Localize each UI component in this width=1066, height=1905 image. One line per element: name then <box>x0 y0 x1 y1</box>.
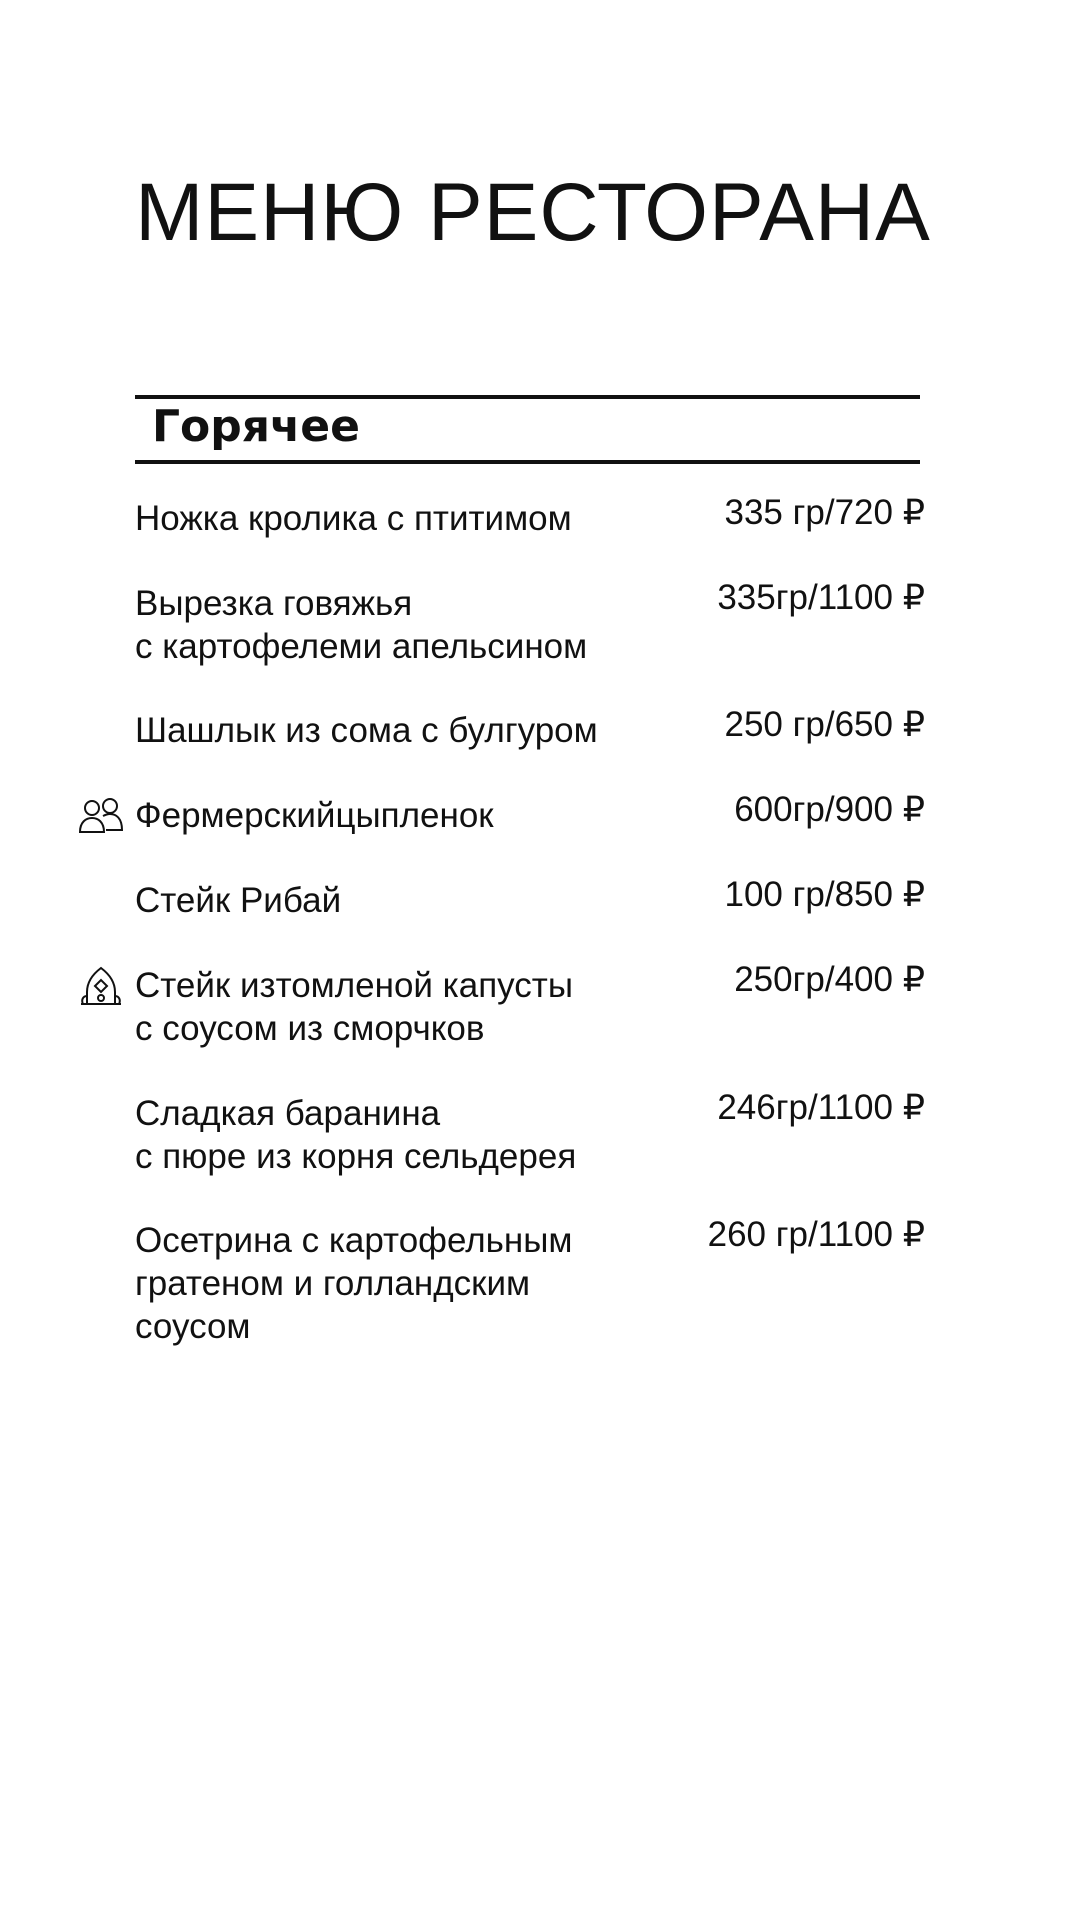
item-price: 335гр/1100 ₽ <box>717 578 925 617</box>
item-price-value: 850 <box>834 875 893 914</box>
section-divider-top <box>135 395 920 399</box>
item-price: 246гр/1100 ₽ <box>717 1088 925 1127</box>
item-weight: 335 гр <box>724 493 825 532</box>
item-name: Стейк Рибай <box>135 881 342 920</box>
item-currency: ₽ <box>902 875 925 914</box>
item-name: Фермерскийцыпленок <box>135 796 494 835</box>
page-title: МЕНЮ РЕСТОРАНА <box>135 167 931 258</box>
item-weight: 246гр <box>717 1088 808 1127</box>
item-weight: 600гр <box>734 790 825 829</box>
item-price-value: 400 <box>834 960 893 999</box>
item-price-value: 1100 <box>817 578 893 617</box>
item-weight: 250гр <box>734 960 825 999</box>
section-title: Горячее <box>152 401 360 452</box>
item-name: Осетрина с картофельным гратеном и голландским соусом <box>135 1221 573 1346</box>
item-price: 250 гр/650 ₽ <box>724 705 925 744</box>
item-name: Ножка кролика с птитимом <box>135 499 572 538</box>
item-weight: 100 гр <box>724 875 825 914</box>
item-price-value: 1100 <box>817 1088 893 1127</box>
item-name: Стейк изтомленой капусты с соусом из сморчков <box>135 966 573 1048</box>
item-name: Шашлык из сома с булгуром <box>135 711 598 750</box>
menu-item <box>135 1215 925 1346</box>
item-price: 100 гр/850 ₽ <box>724 875 925 914</box>
people-icon <box>79 796 123 836</box>
item-price: 260 гр/1100 ₽ <box>707 1215 925 1254</box>
item-price: 335 гр/720 ₽ <box>724 493 925 532</box>
item-price-value: 1100 <box>817 1215 893 1254</box>
item-currency: ₽ <box>902 960 925 999</box>
item-currency: ₽ <box>902 705 925 744</box>
section-divider-bottom <box>135 460 920 464</box>
item-name: Вырезка говяжья с картофелеми апельсином <box>135 584 588 666</box>
item-price-value: 720 <box>834 493 893 532</box>
item-name: Сладкая баранина с пюре из корня сельдерея <box>135 1094 577 1176</box>
item-price-value: 650 <box>834 705 893 744</box>
item-currency: ₽ <box>902 790 925 829</box>
item-currency: ₽ <box>902 578 925 617</box>
item-price: 600гр/900 ₽ <box>734 790 925 829</box>
menu-item <box>135 1088 925 1212</box>
item-currency: ₽ <box>902 1088 925 1127</box>
item-weight: 260 гр <box>707 1215 808 1254</box>
item-weight: 250 гр <box>724 705 825 744</box>
item-price-value: 900 <box>834 790 893 829</box>
item-currency: ₽ <box>902 493 925 532</box>
menu-item <box>135 578 925 702</box>
item-weight: 335гр <box>717 578 808 617</box>
menu-item <box>135 960 925 1084</box>
ornament-icon <box>79 966 123 1006</box>
item-price: 250гр/400 ₽ <box>734 960 925 999</box>
item-currency: ₽ <box>902 1215 925 1254</box>
